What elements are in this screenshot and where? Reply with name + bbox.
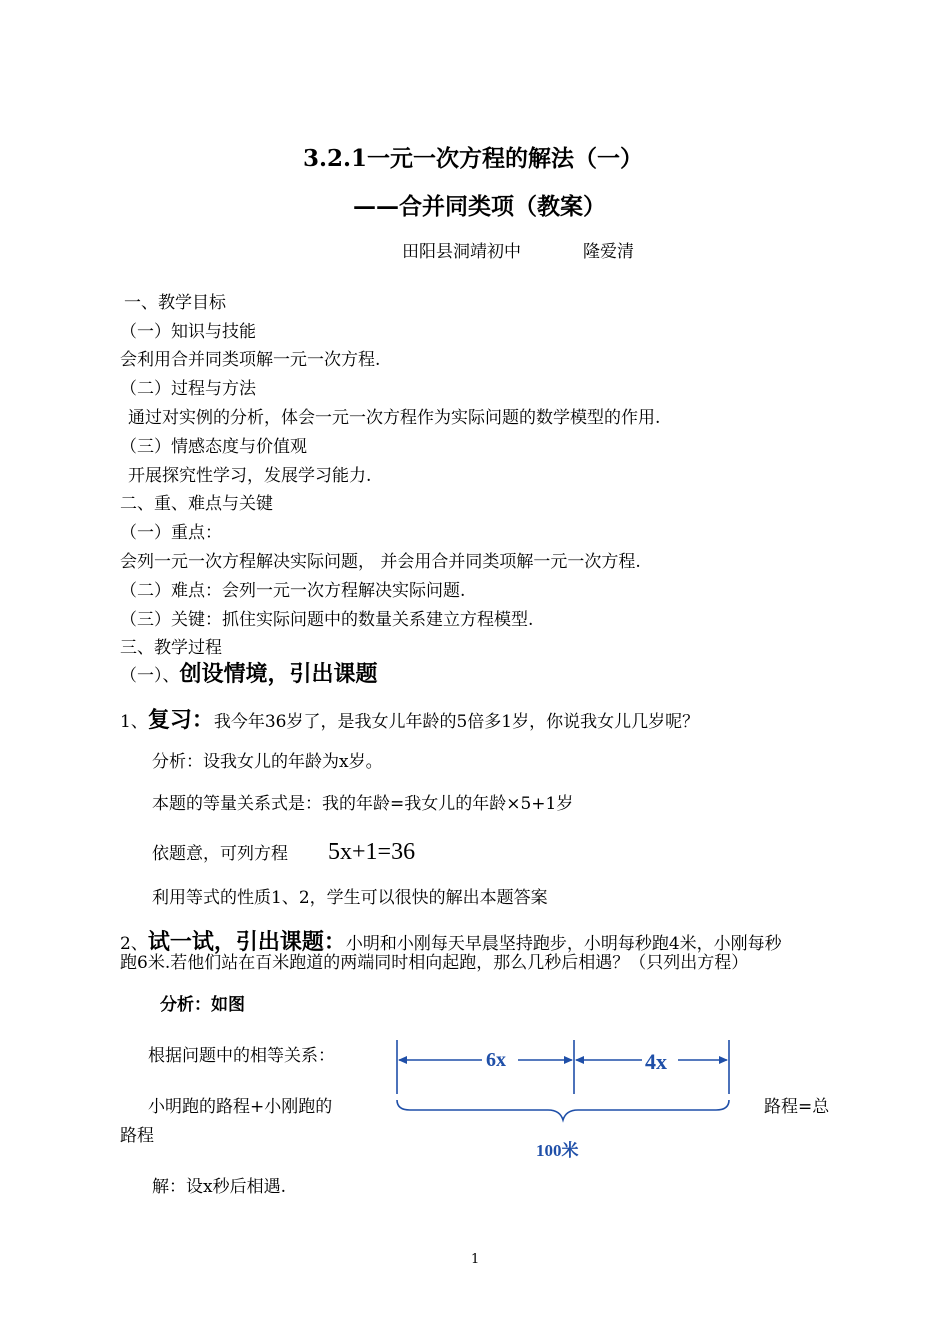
page-number: 1 — [471, 1252, 480, 1267]
text-key: （三）关键：抓住实际问题中的数量关系建立方程模型. — [120, 610, 534, 630]
try-sum-left: 小明跑的路程+小刚跑的 — [148, 1097, 333, 1117]
diagram-arrowhead-1 — [398, 1056, 407, 1064]
text-difficulty: （二）难点：会列一元一次方程解决实际问题. — [120, 581, 466, 601]
text-emphasis: 会列一元一次方程解决实际问题， 并会用合并同类项解一元一次方程. — [120, 552, 641, 572]
review-conclusion: 利用等式的性质1、2，学生可以很快的解出本题答案 — [152, 888, 548, 908]
diagram-total-brace — [397, 1100, 729, 1120]
subheading-scenario-prefix: （一）、 — [120, 666, 180, 686]
review-equation-label: 依题意，可列方程 — [152, 844, 288, 864]
section-heading-objectives: 一、教学目标 — [124, 293, 226, 313]
item-review-number: 1、 — [120, 712, 148, 732]
try-sum-tail: 路程 — [120, 1126, 154, 1146]
author-name: 隆爱清 — [583, 242, 634, 262]
try-sum-right: 路程=总 — [764, 1097, 830, 1117]
try-solution: 解：设x秒后相遇. — [152, 1177, 286, 1197]
document-subtitle: ——合并同类项（教案） — [353, 193, 606, 220]
section-heading-keypoints: 二、重、难点与关键 — [120, 494, 273, 514]
text-attitude: 开展探究性学习，发展学习能力. — [128, 466, 372, 486]
subheading-process: （二）过程与方法 — [120, 379, 256, 399]
subheading-emphasis: （一）重点： — [120, 523, 222, 543]
try-relation: 根据问题中的相等关系： — [148, 1046, 335, 1066]
distance-diagram — [380, 1030, 750, 1170]
subheading-knowledge: （一）知识与技能 — [120, 322, 256, 342]
text-process: 通过对实例的分析，体会一元一次方程作为实际问题的数学模型的作用. — [128, 408, 661, 428]
subheading-attitude: （三）情感态度与价值观 — [120, 437, 307, 457]
item-try-question-line2: 跑6米.若他们站在百米跑道的两端同时相向起跑，那么几秒后相遇？（只列出方程） — [120, 953, 749, 973]
review-equation: 5x+1=36 — [328, 839, 416, 865]
diagram-arrowhead-3 — [575, 1056, 584, 1064]
text-knowledge: 会利用合并同类项解一元一次方程. — [120, 350, 381, 370]
diagram-arrowhead-4 — [719, 1056, 728, 1064]
diagram-total-label: 100米 — [536, 1141, 579, 1160]
item-try-label: 试一试，引出课题： — [147, 929, 346, 955]
item-try-question-line1: 小明和小刚每天早晨坚持跑步，小明每秒跑4米，小刚每秒 — [345, 934, 782, 954]
diagram-right-label: 4x — [645, 1049, 667, 1074]
author-school: 田阳县洞靖初中 — [402, 242, 521, 262]
item-review-label: 复习： — [147, 707, 214, 733]
item-try-number: 2、 — [120, 934, 148, 954]
subheading-scenario-title: 创设情境，引出课题 — [179, 661, 378, 687]
subheading-scenario — [120, 660, 378, 690]
review-relation: 本题的等量关系式是：我的年龄=我女儿的年龄×5+1岁 — [152, 794, 574, 814]
try-analysis: 分析：如图 — [160, 995, 245, 1015]
document-title: 3.2.1一元一次方程的解法（一） — [303, 145, 644, 172]
section-heading-process: 三、教学过程 — [120, 638, 222, 658]
review-analysis: 分析：设我女儿的年龄为x岁。 — [152, 752, 383, 772]
diagram-left-label: 6x — [486, 1049, 506, 1071]
diagram-arrowhead-2 — [564, 1056, 573, 1064]
item-review-question: 我今年36岁了，是我女儿年龄的5倍多1岁，你说我女儿几岁呢？ — [213, 712, 700, 732]
item-review — [120, 706, 699, 736]
